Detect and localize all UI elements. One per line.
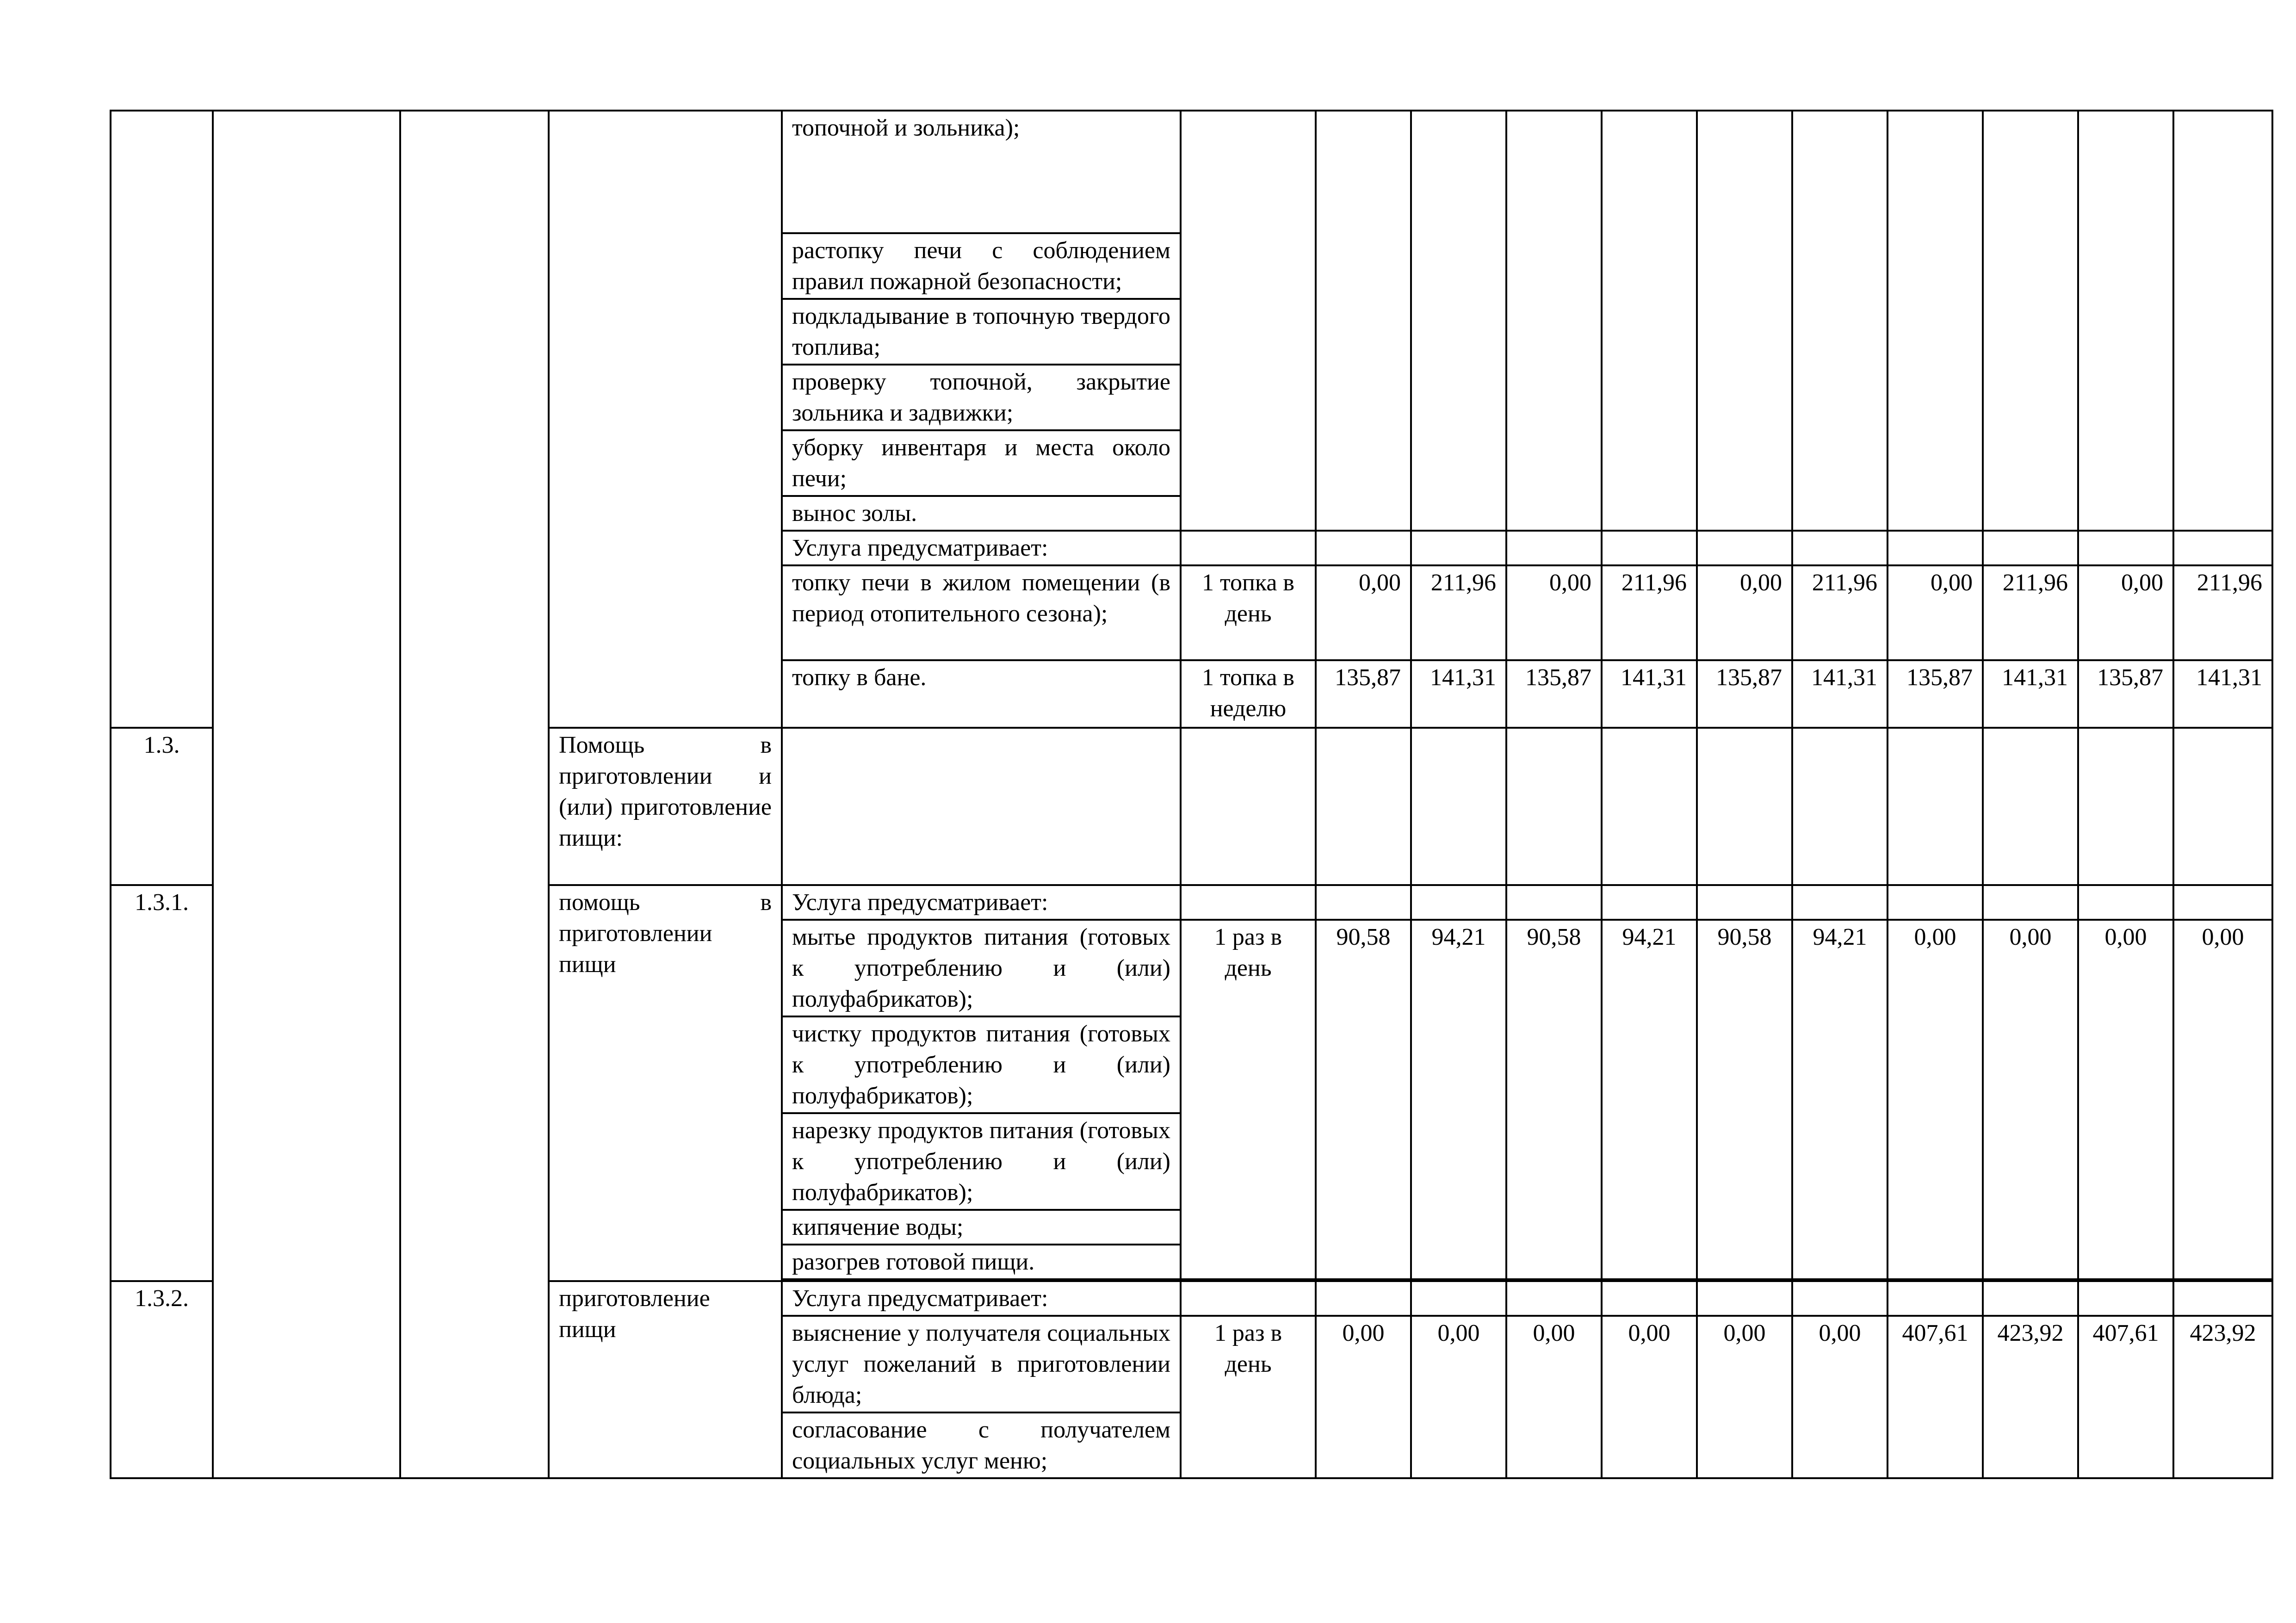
- value-cell: 423,92: [1983, 1316, 2078, 1478]
- title-cell: [549, 111, 782, 728]
- value-cell: [1888, 885, 1983, 920]
- value-cell: [1983, 1281, 2078, 1316]
- unit-cell: 1 топка в неделю: [1181, 660, 1316, 728]
- value-cell: [1411, 1281, 1506, 1316]
- value-cell: 94,21: [1792, 920, 1888, 1279]
- unit-cell: 1 раз в день: [1181, 920, 1316, 1279]
- value-cell: [2173, 885, 2272, 920]
- tariff-table: [110, 110, 2273, 1479]
- value-cell: [1506, 531, 1602, 565]
- value-cell: [2078, 885, 2173, 920]
- description-cell: нарезку продуктов питания (готовых к употреблению и (или) полуфабрикатов);: [782, 1113, 1181, 1210]
- unit-cell: [1181, 1281, 1316, 1316]
- value-cell: 0,00: [1602, 1316, 1697, 1478]
- value-cell: [1888, 728, 1983, 885]
- value-cell: 135,87: [2078, 660, 2173, 728]
- value-cell: 0,00: [1792, 1316, 1888, 1478]
- value-cell: [1316, 885, 1411, 920]
- value-cell: [2173, 728, 2272, 885]
- value-cell: 0,00: [1506, 565, 1602, 660]
- value-cell: [1697, 1281, 1792, 1316]
- value-cell: 0,00: [1316, 1316, 1411, 1478]
- value-cell: [2078, 531, 2173, 565]
- value-cell: [1983, 531, 2078, 565]
- value-cell: [1697, 885, 1792, 920]
- value-cell: [1506, 1281, 1602, 1316]
- description-cell: разогрев готовой пищи.: [782, 1245, 1181, 1279]
- value-cell: 0,00: [1888, 565, 1983, 660]
- value-cell: 141,31: [1602, 660, 1697, 728]
- value-cell: 0,00: [1697, 1316, 1792, 1478]
- value-cell: 0,00: [2078, 565, 2173, 660]
- value-cell: 0,00: [2078, 920, 2173, 1279]
- value-cell: [1888, 531, 1983, 565]
- num-cell: 1.3.: [111, 728, 213, 885]
- value-cell: [1411, 728, 1506, 885]
- value-cell: [1983, 885, 2078, 920]
- empty-cell: [213, 111, 400, 1478]
- value-cell: 94,21: [1411, 920, 1506, 1279]
- value-cell: [1602, 728, 1697, 885]
- value-cell: [1506, 728, 1602, 885]
- value-cell: [1411, 531, 1506, 565]
- value-cell: [1602, 1281, 1697, 1316]
- value-cell: [2173, 531, 2272, 565]
- value-cell: 0,00: [1316, 565, 1411, 660]
- value-cell: [1411, 111, 1506, 531]
- value-cell: [1792, 1281, 1888, 1316]
- value-cell: 211,96: [1983, 565, 2078, 660]
- description-cell: кипячение воды;: [782, 1210, 1181, 1245]
- value-cell: 407,61: [2078, 1316, 2173, 1478]
- service-header-cell: Услуга предусматривает:: [782, 531, 1181, 565]
- num-cell: [111, 111, 213, 728]
- description-cell: [782, 728, 1181, 885]
- value-cell: [1602, 885, 1697, 920]
- title-cell: приготовление пищи: [549, 1281, 782, 1478]
- value-cell: 211,96: [1792, 565, 1888, 660]
- table-row: [111, 111, 2272, 233]
- value-cell: 0,00: [1411, 1316, 1506, 1478]
- title-cell: помощь в приготовлении пищи: [549, 885, 782, 1281]
- unit-cell: [1181, 111, 1316, 531]
- value-cell: [1792, 111, 1888, 531]
- value-cell: 211,96: [1411, 565, 1506, 660]
- value-cell: [1316, 728, 1411, 885]
- value-cell: 135,87: [1697, 660, 1792, 728]
- description-cell: подкладывание в топочную твердого топлива;: [782, 299, 1181, 365]
- num-cell: 1.3.1.: [111, 885, 213, 1281]
- service-header-cell: Услуга предусматривает:: [782, 1281, 1181, 1316]
- description-cell: растопку печи с соблюдением правил пожарной безопасности;: [782, 233, 1181, 299]
- description-cell: выяснение у получателя социальных услуг пожеланий в приготовлении блюда;: [782, 1316, 1181, 1412]
- value-cell: [2173, 111, 2272, 531]
- value-cell: [1506, 885, 1602, 920]
- value-cell: [2078, 728, 2173, 885]
- value-cell: 423,92: [2173, 1316, 2272, 1478]
- value-cell: [2078, 1281, 2173, 1316]
- value-cell: 90,58: [1697, 920, 1792, 1279]
- description-cell: согласование с получателем социальных услуг меню;: [782, 1412, 1181, 1478]
- value-cell: [1602, 111, 1697, 531]
- empty-cell: [400, 111, 549, 1478]
- value-cell: 141,31: [1792, 660, 1888, 728]
- value-cell: 0,00: [1983, 920, 2078, 1279]
- unit-cell: [1181, 885, 1316, 920]
- value-cell: 0,00: [1506, 1316, 1602, 1478]
- value-cell: 141,31: [1411, 660, 1506, 728]
- value-cell: [1316, 111, 1411, 531]
- value-cell: [1983, 111, 2078, 531]
- value-cell: [1697, 111, 1792, 531]
- value-cell: 0,00: [1888, 920, 1983, 1279]
- unit-cell: [1181, 728, 1316, 885]
- value-cell: [1697, 728, 1792, 885]
- value-cell: [1411, 885, 1506, 920]
- value-cell: [1506, 111, 1602, 531]
- value-cell: 0,00: [1697, 565, 1792, 660]
- service-header-cell: Услуга предусматривает:: [782, 885, 1181, 920]
- value-cell: 211,96: [2173, 565, 2272, 660]
- value-cell: 90,58: [1506, 920, 1602, 1279]
- unit-cell: 1 топка в день: [1181, 565, 1316, 660]
- value-cell: 141,31: [2173, 660, 2272, 728]
- value-cell: 135,87: [1316, 660, 1411, 728]
- value-cell: 407,61: [1888, 1316, 1983, 1478]
- value-cell: [2173, 1281, 2272, 1316]
- value-cell: [1316, 1281, 1411, 1316]
- value-cell: 211,96: [1602, 565, 1697, 660]
- unit-cell: [1181, 531, 1316, 565]
- value-cell: [1792, 531, 1888, 565]
- value-cell: [1888, 111, 1983, 531]
- value-cell: 90,58: [1316, 920, 1411, 1279]
- section-title: Помощь в приготовлении и (или) приготовление пищи:: [559, 732, 772, 851]
- value-cell: 141,31: [1983, 660, 2078, 728]
- value-cell: 0,00: [2173, 920, 2272, 1279]
- unit-cell: 1 раз в день: [1181, 1316, 1316, 1478]
- value-cell: [1316, 531, 1411, 565]
- description-cell: топочной и зольника);: [782, 111, 1181, 233]
- value-cell: 94,21: [1602, 920, 1697, 1279]
- description-cell: уборку инвентаря и места около печи;: [782, 430, 1181, 496]
- value-cell: [1792, 885, 1888, 920]
- value-cell: [1602, 531, 1697, 565]
- value-cell: [2078, 111, 2173, 531]
- description-cell: мытье продуктов питания (готовых к употреблению и (или) полуфабрикатов);: [782, 920, 1181, 1016]
- description-cell: вынос золы.: [782, 496, 1181, 531]
- num-cell: 1.3.2.: [111, 1281, 213, 1478]
- value-cell: [1697, 531, 1792, 565]
- value-cell: [1888, 1281, 1983, 1316]
- description-cell: чистку продуктов питания (готовых к употреблению и (или) полуфабрикатов);: [782, 1016, 1181, 1113]
- value-cell: [1983, 728, 2078, 885]
- description-cell: топку печи в жилом помещении (в период отопительного сезона);: [782, 565, 1181, 660]
- title-cell: [549, 728, 782, 885]
- value-cell: 135,87: [1888, 660, 1983, 728]
- value-cell: 135,87: [1506, 660, 1602, 728]
- value-cell: [1792, 728, 1888, 885]
- description-cell: топку в бане.: [782, 660, 1181, 728]
- description-cell: проверку топочной, закрытие зольника и задвижки;: [782, 365, 1181, 430]
